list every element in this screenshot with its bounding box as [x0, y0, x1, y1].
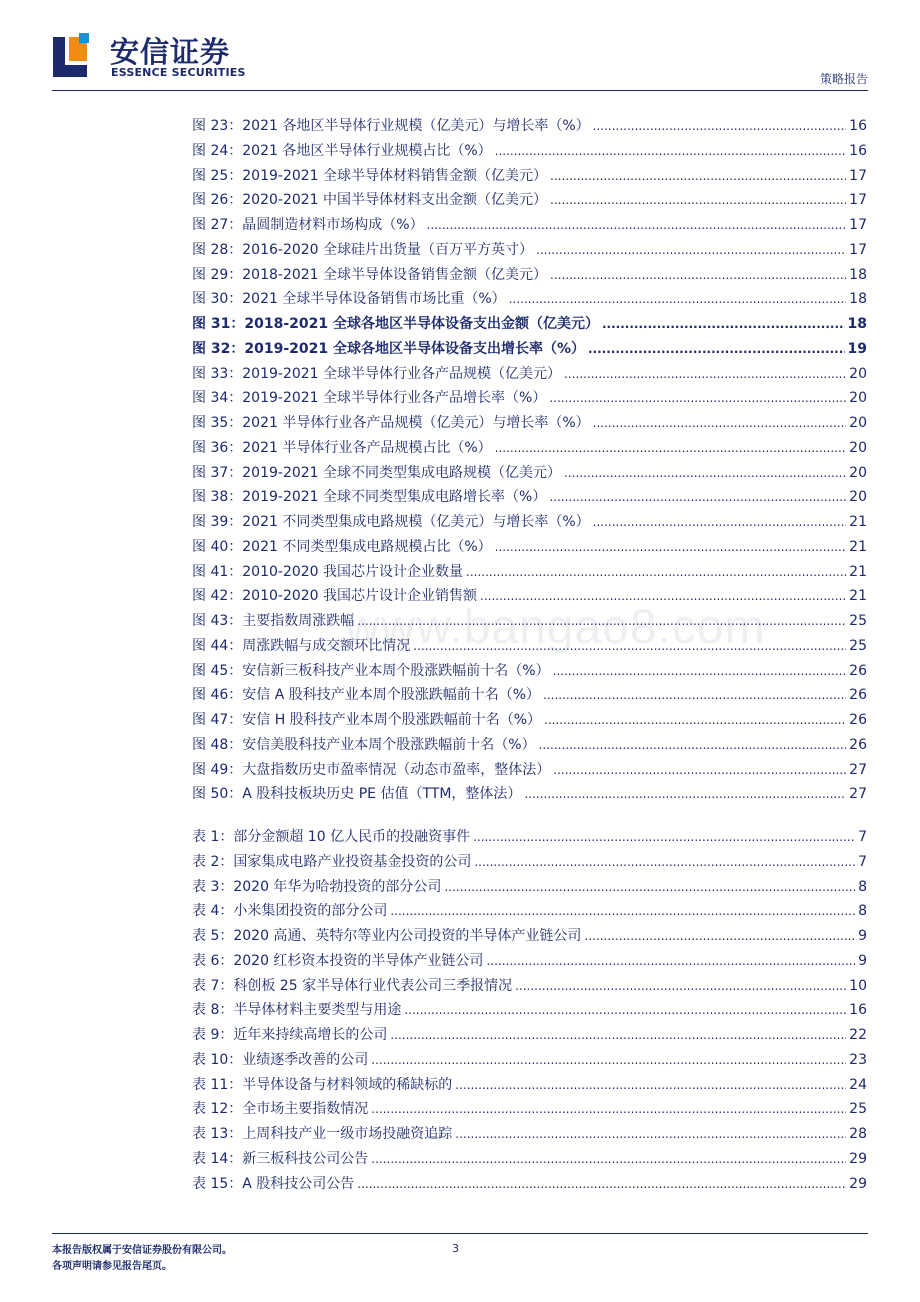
table-entry-label: 表 11：半导体设备与材料领域的稀缺标的 [192, 1076, 453, 1093]
dot-leader [390, 1028, 846, 1042]
table-entry[interactable] [192, 1173, 867, 1198]
figure-entry-page: 16 [849, 118, 867, 134]
figure-entry[interactable] [192, 288, 867, 313]
disclaimer-note: 各项声明请参见报告尾页。 [52, 1261, 172, 1272]
figure-entry-page: 26 [849, 687, 867, 704]
figure-entry[interactable] [192, 189, 867, 214]
figure-entry-label: 图 40：2021 不同类型集成电路规模占比（%） [192, 538, 492, 555]
figure-entry-label: 图 48：安信美股科技产业本周个股涨跌幅前十名（%） [192, 736, 536, 753]
figure-list [192, 115, 867, 808]
figure-entry-page: 18 [847, 316, 867, 332]
figure-entry[interactable] [192, 239, 867, 264]
page-header [0, 0, 920, 92]
table-entry-page: 28 [849, 1126, 867, 1142]
dot-leader [515, 979, 846, 993]
dot-leader [553, 664, 847, 678]
table-entry-page: 29 [849, 1150, 867, 1167]
table-entry[interactable] [192, 826, 867, 851]
figure-entry-label: 图 32：2019-2021 全球各地区半导体设备支出增长率（%） [192, 340, 585, 357]
figure-entry[interactable] [192, 140, 867, 165]
figure-entry-page: 19 [847, 340, 867, 357]
figure-entry[interactable] [192, 462, 867, 487]
dot-leader [553, 763, 846, 777]
dot-leader [588, 342, 845, 356]
figure-entry-label: 图 25：2019-2021 全球半导体材料销售金额（亿美元） [192, 167, 548, 184]
figure-entry-page: 18 [849, 291, 867, 308]
dot-leader [444, 880, 855, 894]
figure-entry[interactable] [192, 313, 867, 338]
table-entry-label: 表 8：半导体材料主要类型与用途 [192, 1002, 402, 1019]
figure-entry-page: 27 [849, 786, 867, 803]
table-entry-page: 29 [849, 1175, 867, 1192]
table-entry[interactable] [192, 1074, 867, 1099]
figure-entry-label: 图 50：A 股科技板块历史 PE 估值（TTM，整体法） [192, 786, 522, 803]
table-entry[interactable] [192, 950, 867, 975]
dot-leader [539, 738, 847, 752]
table-entry-label: 表 14：新三板科技公司公告 [192, 1150, 369, 1167]
figure-entry[interactable] [192, 783, 867, 808]
table-entry-label: 表 3：2020 年华为哈勃投资的部分公司 [192, 878, 442, 895]
figure-entry-page: 21 [849, 588, 867, 605]
figure-entry[interactable] [192, 486, 867, 511]
table-entry-page: 8 [858, 878, 867, 895]
figure-entry-page: 17 [849, 217, 867, 233]
table-entry-page: 24 [849, 1076, 867, 1093]
dot-leader [474, 855, 855, 869]
dot-leader [564, 367, 846, 381]
figure-entry-page: 26 [849, 712, 867, 728]
essence-logo-icon [53, 33, 97, 77]
table-entry[interactable] [192, 1049, 867, 1074]
dot-leader [455, 1078, 846, 1092]
table-entry-page: 25 [849, 1101, 867, 1118]
table-entry[interactable] [192, 1024, 867, 1049]
figure-entry-page: 17 [849, 192, 867, 209]
figure-entry-page: 20 [849, 489, 867, 506]
figure-entry-label: 图 39：2021 不同类型集成电路规模（亿美元）与增长率（%） [192, 514, 590, 530]
page-number: 3 [452, 1242, 459, 1255]
dot-leader [404, 1003, 846, 1017]
figure-entry[interactable] [192, 759, 867, 784]
table-entry-label: 表 13：上周科技产业一级市场投融资追踪 [192, 1126, 453, 1142]
figure-entry[interactable] [192, 214, 867, 239]
figure-entry[interactable] [192, 338, 867, 363]
dot-leader [593, 119, 847, 133]
figure-entry-label: 图 28：2016-2020 全球硅片出货量（百万平方英寸） [192, 241, 534, 258]
table-entry[interactable] [192, 1098, 867, 1123]
figure-entry-label: 图 31：2018-2021 全球各地区半导体设备支出金额（亿美元） [192, 316, 599, 332]
figure-entry[interactable] [192, 165, 867, 190]
dot-leader [371, 1152, 846, 1166]
figure-entry-page: 18 [849, 266, 867, 283]
figure-entry[interactable] [192, 412, 867, 437]
figure-entry-label: 图 30：2021 全球半导体设备销售市场比重（%） [192, 291, 506, 308]
table-entry-page: 7 [858, 853, 867, 870]
copyright-notice: 本报告版权属于安信证券股份有限公司。 [52, 1245, 232, 1256]
figure-entry-page: 20 [849, 439, 867, 456]
table-entry[interactable] [192, 876, 867, 901]
figure-entry[interactable] [192, 437, 867, 462]
figure-entry-label: 图 24：2021 各地区半导体行业规模占比（%） [192, 142, 492, 159]
figure-entry-page: 25 [849, 637, 867, 654]
figure-entry[interactable] [192, 734, 867, 759]
dot-leader [549, 490, 846, 504]
dot-leader [536, 243, 846, 257]
table-entry[interactable] [192, 900, 867, 925]
figure-entry-page: 20 [849, 365, 867, 382]
figure-entry-label: 图 33：2019-2021 全球半导体行业各产品规模（亿美元） [192, 365, 562, 382]
figure-entry-label: 图 43：主要指数周涨跌幅 [192, 613, 355, 629]
figure-entry-label: 图 47：安信 H 股科技产业本周个股涨跌幅前十名（%） [192, 712, 541, 728]
dot-leader [524, 787, 846, 801]
figure-entry-label: 图 23：2021 各地区半导体行业规模（亿美元）与增长率（%） [192, 118, 590, 134]
table-entry[interactable] [192, 999, 867, 1024]
dot-leader [495, 144, 847, 158]
brand-name: 安信证券 [110, 35, 231, 69]
dot-leader [602, 317, 845, 331]
table-entry-page: 23 [849, 1051, 867, 1068]
watermark: www.bangao8.com [345, 601, 766, 654]
table-entry-label: 表 15：A 股科技公司公告 [192, 1175, 355, 1192]
dot-leader [495, 441, 847, 455]
figure-entry-page: 21 [849, 514, 867, 530]
dot-leader [390, 904, 855, 918]
figure-entry[interactable] [192, 264, 867, 289]
document-type: 策略报告 [819, 72, 868, 86]
figure-entry-page: 27 [849, 761, 867, 778]
figure-entry-page: 21 [849, 538, 867, 555]
dot-leader [455, 1127, 846, 1141]
figure-entry-label: 图 36：2021 半导体行业各产品规模占比（%） [192, 439, 492, 456]
figure-entry-label: 图 45：安信新三板科技产业本周个股涨跌幅前十名（%） [192, 662, 550, 679]
dot-leader [543, 688, 846, 702]
dot-leader [473, 830, 855, 844]
table-entry-page: 16 [849, 1002, 867, 1019]
figure-entry-page: 20 [849, 390, 867, 407]
dot-leader [593, 416, 847, 430]
figure-entry[interactable] [192, 387, 867, 412]
figure-entry-page: 17 [849, 167, 867, 184]
table-entry-page: 7 [858, 829, 867, 845]
dot-leader [427, 218, 847, 232]
dot-leader [550, 169, 846, 183]
table-list [192, 826, 867, 1197]
dot-leader [466, 565, 846, 579]
table-entry-label: 表 10：业绩逐季改善的公司 [192, 1051, 369, 1068]
figure-entry-label: 图 44：周涨跌幅与成交额环比情况 [192, 637, 411, 654]
figure-entry-label: 图 26：2020-2021 中国半导体材料支出金额（亿美元） [192, 192, 548, 209]
table-entry[interactable] [192, 1123, 867, 1148]
table-entry-page: 10 [849, 977, 867, 994]
figure-entry-label: 图 38：2019-2021 全球不同类型集成电路增长率（%） [192, 489, 547, 506]
figure-entry-page: 20 [849, 464, 867, 481]
footer-divider [52, 1233, 868, 1234]
figure-entry-page: 25 [849, 613, 867, 629]
figure-entry[interactable] [192, 561, 867, 586]
dot-leader [550, 193, 846, 207]
figure-entry[interactable] [192, 684, 867, 709]
header-divider [52, 90, 868, 91]
dot-leader [509, 292, 847, 306]
figure-entry-page: 16 [849, 142, 867, 159]
table-entry[interactable] [192, 975, 867, 1000]
table-entry-page: 8 [858, 903, 867, 920]
dot-leader [564, 466, 846, 480]
table-entry-label: 表 9：近年来持续高增长的公司 [192, 1027, 388, 1043]
figure-entry-page: 21 [849, 563, 867, 580]
figure-entry-page: 20 [849, 415, 867, 431]
dot-leader [495, 540, 847, 554]
table-entry-page: 9 [858, 952, 867, 969]
table-entry-label: 表 12：全市场主要指数情况 [192, 1101, 369, 1118]
dot-leader [357, 1177, 846, 1191]
figure-entry[interactable] [192, 511, 867, 536]
table-entry-label: 表 7：科创板 25 家半导体行业代表公司三季报情况 [192, 977, 513, 994]
brand-name-english: ESSENCE SECURITIES [111, 66, 246, 79]
table-entry[interactable] [192, 925, 867, 950]
figure-entry[interactable] [192, 115, 867, 140]
figure-entry-label: 图 41：2010-2020 我国芯片设计企业数量 [192, 563, 464, 580]
table-entry-label: 表 2：国家集成电路产业投资基金投资的公司 [192, 853, 472, 870]
dot-leader [371, 1102, 846, 1116]
table-entry-page: 22 [849, 1027, 867, 1043]
table-entry-label: 表 6：2020 红杉资本投资的半导体产业链公司 [192, 952, 484, 969]
figure-entry-label: 图 27：晶圆制造材料市场构成（%） [192, 217, 424, 233]
figure-entry-label: 图 49：大盘指数历史市盈率情况（动态市盈率，整体法） [192, 761, 551, 778]
figure-entry-page: 17 [849, 241, 867, 258]
table-entry-page: 9 [858, 928, 867, 944]
dot-leader [584, 929, 855, 943]
figure-entry-label: 图 34：2019-2021 全球半导体行业各产品增长率（%） [192, 390, 547, 407]
table-entry-label: 表 4：小米集团投资的部分公司 [192, 903, 388, 920]
table-entry-label: 表 5：2020 高通、英特尔等业内公司投资的半导体产业链公司 [192, 928, 582, 944]
figure-entry-label: 图 37：2019-2021 全球不同类型集成电路规模（亿美元） [192, 464, 562, 481]
dot-leader [593, 515, 847, 529]
dot-leader [486, 954, 855, 968]
figure-entry[interactable] [192, 536, 867, 561]
figure-entry-page: 26 [849, 662, 867, 679]
figure-entry-label: 图 42：2010-2020 我国芯片设计企业销售额 [192, 588, 478, 605]
dot-leader [371, 1053, 846, 1067]
figure-entry-label: 图 46：安信 A 股科技产业本周个股涨跌幅前十名（%） [192, 687, 541, 704]
table-entry-label: 表 1：部分金额超 10 亿人民币的投融资事件 [192, 829, 471, 845]
figure-entry-label: 图 35：2021 半导体行业各产品规模（亿美元）与增长率（%） [192, 415, 590, 431]
figure-entry-page: 26 [849, 736, 867, 753]
figure-entry-label: 图 29：2018-2021 全球半导体设备销售金额（亿美元） [192, 266, 548, 283]
table-entry[interactable] [192, 1148, 867, 1173]
dot-leader [550, 268, 846, 282]
dot-leader [544, 713, 846, 727]
figure-entry[interactable] [192, 709, 867, 734]
figure-entry[interactable] [192, 363, 867, 388]
dot-leader [549, 391, 846, 405]
table-entry[interactable] [192, 851, 867, 876]
figure-entry[interactable] [192, 660, 867, 685]
